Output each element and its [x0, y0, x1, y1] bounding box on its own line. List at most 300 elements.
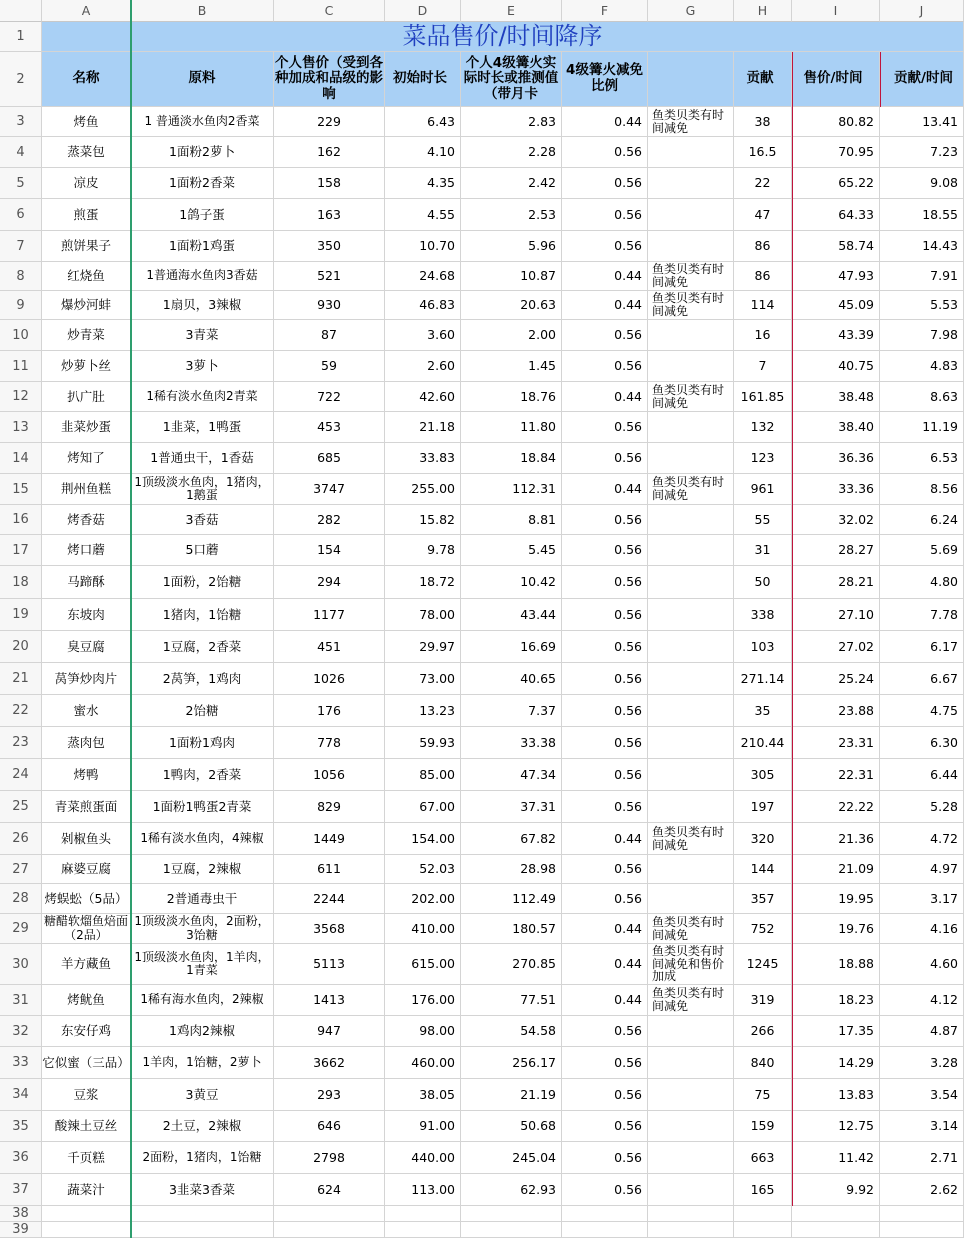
column-header-a[interactable]: A	[42, 0, 131, 22]
row-header-11[interactable]: 11	[0, 351, 42, 382]
cell-contrib[interactable]: 22	[734, 168, 792, 199]
cell-ingredients[interactable]: 1豆腐，2香菜	[131, 631, 274, 663]
cell-contrib-per-time[interactable]: 7.91	[880, 262, 964, 291]
cell-contrib[interactable]: 266	[734, 1016, 792, 1047]
cell-price[interactable]: 1056	[274, 759, 385, 791]
cell-ratio[interactable]: 0.56	[562, 231, 648, 262]
cell-price[interactable]: 293	[274, 1079, 385, 1111]
cell-contrib[interactable]: 961	[734, 474, 792, 505]
cell-ratio[interactable]: 0.56	[562, 351, 648, 382]
row-header-25[interactable]: 25	[0, 791, 42, 823]
cell-name[interactable]: 荆州鱼糕	[42, 474, 131, 505]
row-header-31[interactable]: 31	[0, 985, 42, 1016]
empty-cell[interactable]	[562, 1206, 648, 1222]
cell-actual-time[interactable]: 43.44	[461, 599, 562, 631]
cell-name[interactable]: 烤香菇	[42, 505, 131, 535]
cell-price-per-time[interactable]: 47.93	[792, 262, 880, 291]
cell-price[interactable]: 611	[274, 855, 385, 884]
cell-contrib[interactable]: 357	[734, 884, 792, 914]
cell-contrib[interactable]: 338	[734, 599, 792, 631]
cell-ingredients[interactable]: 1面粉，2饴糖	[131, 566, 274, 599]
cell-ingredients[interactable]: 1稀有淡水鱼肉，4辣椒	[131, 823, 274, 855]
row-header-16[interactable]: 16	[0, 505, 42, 535]
cell-ingredients[interactable]: 1鸭肉，2香菜	[131, 759, 274, 791]
header-note[interactable]	[648, 52, 734, 107]
cell-ratio[interactable]: 0.56	[562, 505, 648, 535]
cell-name[interactable]: 酸辣土豆丝	[42, 1111, 131, 1142]
cell-ratio[interactable]: 0.44	[562, 914, 648, 944]
cell-contrib-per-time[interactable]: 11.19	[880, 412, 964, 443]
cell-note[interactable]: 鱼类贝类有时间减免	[648, 914, 734, 944]
cell-note[interactable]	[648, 759, 734, 791]
cell-price[interactable]: 154	[274, 535, 385, 566]
cell-ingredients[interactable]: 1面粉1鸡蛋	[131, 231, 274, 262]
cell-price[interactable]: 163	[274, 199, 385, 231]
cell-price[interactable]: 350	[274, 231, 385, 262]
cell-contrib[interactable]: 50	[734, 566, 792, 599]
empty-cell[interactable]	[42, 1222, 131, 1238]
cell-init-time[interactable]: 2.60	[385, 351, 461, 382]
row-header-33[interactable]: 33	[0, 1047, 42, 1079]
cell-contrib[interactable]: 320	[734, 823, 792, 855]
cell-contrib-per-time[interactable]: 3.14	[880, 1111, 964, 1142]
cell-contrib[interactable]: 165	[734, 1174, 792, 1206]
cell-contrib[interactable]: 35	[734, 695, 792, 727]
cell-actual-time[interactable]: 256.17	[461, 1047, 562, 1079]
cell-contrib-per-time[interactable]: 6.67	[880, 663, 964, 695]
cell-price[interactable]: 1449	[274, 823, 385, 855]
cell-actual-time[interactable]: 245.04	[461, 1142, 562, 1174]
cell-actual-time[interactable]: 28.98	[461, 855, 562, 884]
cell-price-per-time[interactable]: 18.88	[792, 944, 880, 985]
cell-ingredients[interactable]: 1面粉2香菜	[131, 168, 274, 199]
row-header-7[interactable]: 7	[0, 231, 42, 262]
cell-ratio[interactable]: 0.44	[562, 985, 648, 1016]
cell-actual-time[interactable]: 2.83	[461, 107, 562, 137]
row-header-8[interactable]: 8	[0, 262, 42, 291]
cell-ratio[interactable]: 0.56	[562, 566, 648, 599]
cell-ratio[interactable]: 0.56	[562, 199, 648, 231]
cell-actual-time[interactable]: 37.31	[461, 791, 562, 823]
cell-price-per-time[interactable]: 22.31	[792, 759, 880, 791]
cell-price[interactable]: 451	[274, 631, 385, 663]
cell-price[interactable]: 722	[274, 382, 385, 412]
cell-ratio[interactable]: 0.56	[562, 631, 648, 663]
cell-ratio[interactable]: 0.56	[562, 884, 648, 914]
row-header-27[interactable]: 27	[0, 855, 42, 884]
cell-contrib-per-time[interactable]: 4.16	[880, 914, 964, 944]
row-header-37[interactable]: 37	[0, 1174, 42, 1206]
cell-price[interactable]: 1413	[274, 985, 385, 1016]
cell-ratio[interactable]: 0.56	[562, 1142, 648, 1174]
cell-actual-time[interactable]: 67.82	[461, 823, 562, 855]
cell-contrib-per-time[interactable]: 4.97	[880, 855, 964, 884]
cell-actual-time[interactable]: 47.34	[461, 759, 562, 791]
cell-actual-time[interactable]: 62.93	[461, 1174, 562, 1206]
cell-ratio[interactable]: 0.56	[562, 443, 648, 474]
cell-contrib[interactable]: 159	[734, 1111, 792, 1142]
cell-name[interactable]: 扒广肚	[42, 382, 131, 412]
cell-note[interactable]	[648, 631, 734, 663]
cell-ratio[interactable]: 0.56	[562, 137, 648, 168]
cell-contrib[interactable]: 319	[734, 985, 792, 1016]
cell-contrib-per-time[interactable]: 18.55	[880, 199, 964, 231]
cell-price[interactable]: 930	[274, 291, 385, 320]
cell-price-per-time[interactable]: 22.22	[792, 791, 880, 823]
cell-note[interactable]	[648, 791, 734, 823]
cell-name[interactable]: 它似蜜（三品）	[42, 1047, 131, 1079]
cell-actual-time[interactable]: 5.96	[461, 231, 562, 262]
cell-init-time[interactable]: 21.18	[385, 412, 461, 443]
cell-actual-time[interactable]: 270.85	[461, 944, 562, 985]
cell-init-time[interactable]: 98.00	[385, 1016, 461, 1047]
cell-ingredients[interactable]: 2普通毒虫干	[131, 884, 274, 914]
cell-name[interactable]: 蔬菜汁	[42, 1174, 131, 1206]
empty-cell[interactable]	[385, 1206, 461, 1222]
empty-cell[interactable]	[461, 1222, 562, 1238]
cell-ingredients[interactable]: 3韭菜3香菜	[131, 1174, 274, 1206]
row-header-34[interactable]: 34	[0, 1079, 42, 1111]
row-header-2[interactable]: 2	[0, 52, 42, 107]
row-header-5[interactable]: 5	[0, 168, 42, 199]
cell-contrib[interactable]: 38	[734, 107, 792, 137]
cell-contrib[interactable]: 752	[734, 914, 792, 944]
cell-contrib-per-time[interactable]: 8.63	[880, 382, 964, 412]
row-header-14[interactable]: 14	[0, 443, 42, 474]
cell-note[interactable]	[648, 855, 734, 884]
cell-contrib[interactable]: 271.14	[734, 663, 792, 695]
cell-ratio[interactable]: 0.56	[562, 599, 648, 631]
cell-name[interactable]: 羊方藏鱼	[42, 944, 131, 985]
cell-price-per-time[interactable]: 28.21	[792, 566, 880, 599]
empty-cell[interactable]	[734, 1222, 792, 1238]
cell-ingredients[interactable]: 3萝卜	[131, 351, 274, 382]
row-header-38[interactable]: 38	[0, 1206, 42, 1222]
cell-name[interactable]: 剁椒鱼头	[42, 823, 131, 855]
cell-actual-time[interactable]: 2.53	[461, 199, 562, 231]
cell-ratio[interactable]: 0.44	[562, 823, 648, 855]
row-header-32[interactable]: 32	[0, 1016, 42, 1047]
cell-note[interactable]	[648, 695, 734, 727]
cell-init-time[interactable]: 85.00	[385, 759, 461, 791]
cell-init-time[interactable]: 4.55	[385, 199, 461, 231]
cell-actual-time[interactable]: 21.19	[461, 1079, 562, 1111]
cell-ratio[interactable]: 0.56	[562, 663, 648, 695]
cell-note[interactable]: 鱼类贝类有时间减免和售价加成	[648, 944, 734, 985]
column-header-g[interactable]: G	[648, 0, 734, 22]
cell-contrib-per-time[interactable]: 7.98	[880, 320, 964, 351]
row-header-12[interactable]: 12	[0, 382, 42, 412]
column-header-h[interactable]: H	[734, 0, 792, 22]
header-price-per-time[interactable]: 售价/时间	[792, 52, 880, 107]
cell-ingredients[interactable]: 1面粉1鸡肉	[131, 727, 274, 759]
cell-ingredients[interactable]: 1鸡肉2辣椒	[131, 1016, 274, 1047]
cell-price[interactable]: 453	[274, 412, 385, 443]
cell-contrib-per-time[interactable]: 6.30	[880, 727, 964, 759]
cell-ingredients[interactable]: 3香菇	[131, 505, 274, 535]
cell-ingredients[interactable]: 5口蘑	[131, 535, 274, 566]
cell-init-time[interactable]: 52.03	[385, 855, 461, 884]
row-header-9[interactable]: 9	[0, 291, 42, 320]
cell-price[interactable]: 646	[274, 1111, 385, 1142]
cell-price[interactable]: 2798	[274, 1142, 385, 1174]
cell-ingredients[interactable]: 1普通虫干，1香菇	[131, 443, 274, 474]
cell-price-per-time[interactable]: 13.83	[792, 1079, 880, 1111]
cell-price-per-time[interactable]: 23.31	[792, 727, 880, 759]
cell-ingredients[interactable]: 3黄豆	[131, 1079, 274, 1111]
cell-contrib-per-time[interactable]: 4.80	[880, 566, 964, 599]
row-header-13[interactable]: 13	[0, 412, 42, 443]
cell-init-time[interactable]: 154.00	[385, 823, 461, 855]
empty-cell[interactable]	[648, 1206, 734, 1222]
cell-note[interactable]	[648, 599, 734, 631]
cell-actual-time[interactable]: 77.51	[461, 985, 562, 1016]
row-header-15[interactable]: 15	[0, 474, 42, 505]
row-header-6[interactable]: 6	[0, 199, 42, 231]
row-header-4[interactable]: 4	[0, 137, 42, 168]
cell-ingredients[interactable]: 2面粉，1猪肉，1饴糖	[131, 1142, 274, 1174]
cell-ratio[interactable]: 0.56	[562, 1079, 648, 1111]
cell-price[interactable]: 2244	[274, 884, 385, 914]
cell-price-per-time[interactable]: 58.74	[792, 231, 880, 262]
cell-actual-time[interactable]: 16.69	[461, 631, 562, 663]
cell-ratio[interactable]: 0.44	[562, 107, 648, 137]
cell-name[interactable]: 烤蜈蚣（5品）	[42, 884, 131, 914]
cell-actual-time[interactable]: 7.37	[461, 695, 562, 727]
cell-init-time[interactable]: 176.00	[385, 985, 461, 1016]
cell-contrib-per-time[interactable]: 4.72	[880, 823, 964, 855]
empty-cell[interactable]	[734, 1206, 792, 1222]
empty-cell[interactable]	[274, 1222, 385, 1238]
cell-ratio[interactable]: 0.56	[562, 1111, 648, 1142]
cell-price-per-time[interactable]: 21.09	[792, 855, 880, 884]
header-actual-time[interactable]: 个人4级篝火实际时长或推测值（带月卡	[461, 52, 562, 107]
cell-note[interactable]: 鱼类贝类有时间减免	[648, 107, 734, 137]
cell-note[interactable]	[648, 1142, 734, 1174]
cell-contrib-per-time[interactable]: 9.08	[880, 168, 964, 199]
row-header-18[interactable]: 18	[0, 566, 42, 599]
header-contrib[interactable]: 贡献	[734, 52, 792, 107]
cell-contrib-per-time[interactable]: 5.69	[880, 535, 964, 566]
cell-init-time[interactable]: 4.10	[385, 137, 461, 168]
cell-ingredients[interactable]: 1面粉2萝卜	[131, 137, 274, 168]
cell-ingredients[interactable]: 1普通海水鱼肉3香菇	[131, 262, 274, 291]
cell-init-time[interactable]: 38.05	[385, 1079, 461, 1111]
cell-actual-time[interactable]: 1.45	[461, 351, 562, 382]
cell-ratio[interactable]: 0.56	[562, 1047, 648, 1079]
cell-contrib[interactable]: 7	[734, 351, 792, 382]
cell-ingredients[interactable]: 3青菜	[131, 320, 274, 351]
row-header-36[interactable]: 36	[0, 1142, 42, 1174]
cell-contrib-per-time[interactable]: 14.43	[880, 231, 964, 262]
cell-init-time[interactable]: 29.97	[385, 631, 461, 663]
cell-note[interactable]	[648, 231, 734, 262]
empty-cell[interactable]	[880, 1206, 964, 1222]
cell-ingredients[interactable]: 1豆腐，2辣椒	[131, 855, 274, 884]
cell-ingredients[interactable]: 1面粉1鸭蛋2青菜	[131, 791, 274, 823]
cell-contrib-per-time[interactable]: 7.23	[880, 137, 964, 168]
cell-price[interactable]: 282	[274, 505, 385, 535]
cell-contrib-per-time[interactable]: 13.41	[880, 107, 964, 137]
column-header-f[interactable]: F	[562, 0, 648, 22]
cell-note[interactable]: 鱼类贝类有时间减免	[648, 382, 734, 412]
cell-init-time[interactable]: 24.68	[385, 262, 461, 291]
cell-name[interactable]: 千页糕	[42, 1142, 131, 1174]
cell-name[interactable]: 马蹄酥	[42, 566, 131, 599]
cell-name[interactable]: 东坡肉	[42, 599, 131, 631]
cell-actual-time[interactable]: 10.42	[461, 566, 562, 599]
cell-price-per-time[interactable]: 70.95	[792, 137, 880, 168]
row-header-22[interactable]: 22	[0, 695, 42, 727]
cell-contrib-per-time[interactable]: 7.78	[880, 599, 964, 631]
cell-price[interactable]: 624	[274, 1174, 385, 1206]
cell-note[interactable]	[648, 566, 734, 599]
cell-price[interactable]: 229	[274, 107, 385, 137]
cell-price[interactable]: 3662	[274, 1047, 385, 1079]
cell-init-time[interactable]: 9.78	[385, 535, 461, 566]
cell-note[interactable]	[648, 505, 734, 535]
cell-price-per-time[interactable]: 21.36	[792, 823, 880, 855]
header-name[interactable]: 名称	[42, 52, 131, 107]
cell-ingredients[interactable]: 1稀有淡水鱼肉2青菜	[131, 382, 274, 412]
cell-price-per-time[interactable]: 40.75	[792, 351, 880, 382]
cell-ratio[interactable]: 0.44	[562, 262, 648, 291]
header-init-time[interactable]: 初始时长	[385, 52, 461, 107]
cell-note[interactable]	[648, 1016, 734, 1047]
cell-contrib[interactable]: 144	[734, 855, 792, 884]
header-ratio[interactable]: 4级篝火减免比例	[562, 52, 648, 107]
cell-init-time[interactable]: 3.60	[385, 320, 461, 351]
cell-name[interactable]: 爆炒河蚌	[42, 291, 131, 320]
cell-contrib[interactable]: 305	[734, 759, 792, 791]
header-price[interactable]: 个人售价（受到各种加成和品级的影响	[274, 52, 385, 107]
cell-price-per-time[interactable]: 80.82	[792, 107, 880, 137]
cell-actual-time[interactable]: 18.76	[461, 382, 562, 412]
row-header-10[interactable]: 10	[0, 320, 42, 351]
cell-name[interactable]: 烤鱼	[42, 107, 131, 137]
cell-note[interactable]	[648, 1174, 734, 1206]
cell-note[interactable]: 鱼类贝类有时间减免	[648, 474, 734, 505]
select-all-corner[interactable]	[0, 0, 42, 22]
cell-init-time[interactable]: 91.00	[385, 1111, 461, 1142]
cell-price[interactable]: 158	[274, 168, 385, 199]
cell-contrib[interactable]: 663	[734, 1142, 792, 1174]
cell-contrib[interactable]: 31	[734, 535, 792, 566]
cell-contrib[interactable]: 132	[734, 412, 792, 443]
row-header-28[interactable]: 28	[0, 884, 42, 914]
cell-contrib-per-time[interactable]: 6.24	[880, 505, 964, 535]
cell-contrib[interactable]: 114	[734, 291, 792, 320]
cell-contrib[interactable]: 123	[734, 443, 792, 474]
row-header-3[interactable]: 3	[0, 107, 42, 137]
empty-cell[interactable]	[880, 1222, 964, 1238]
cell-name[interactable]: 豆浆	[42, 1079, 131, 1111]
cell-contrib-per-time[interactable]: 3.17	[880, 884, 964, 914]
cell-init-time[interactable]: 73.00	[385, 663, 461, 695]
cell-price[interactable]: 521	[274, 262, 385, 291]
sheet-title[interactable]: 菜品售价/时间降序	[42, 22, 964, 52]
cell-note[interactable]	[648, 1047, 734, 1079]
empty-cell[interactable]	[131, 1222, 274, 1238]
cell-price-per-time[interactable]: 12.75	[792, 1111, 880, 1142]
cell-ingredients[interactable]: 2莴笋，1鸡肉	[131, 663, 274, 695]
cell-note[interactable]	[648, 884, 734, 914]
cell-ingredients[interactable]: 1顶级淡水鱼肉，2面粉，3饴糖	[131, 914, 274, 944]
cell-init-time[interactable]: 42.60	[385, 382, 461, 412]
cell-contrib-per-time[interactable]: 3.54	[880, 1079, 964, 1111]
cell-note[interactable]: 鱼类贝类有时间减免	[648, 291, 734, 320]
cell-price-per-time[interactable]: 9.92	[792, 1174, 880, 1206]
row-header-19[interactable]: 19	[0, 599, 42, 631]
cell-price-per-time[interactable]: 19.95	[792, 884, 880, 914]
cell-name[interactable]: 红烧鱼	[42, 262, 131, 291]
cell-price[interactable]: 5113	[274, 944, 385, 985]
cell-ratio[interactable]: 0.56	[562, 320, 648, 351]
cell-price-per-time[interactable]: 27.02	[792, 631, 880, 663]
cell-note[interactable]: 鱼类贝类有时间减免	[648, 985, 734, 1016]
cell-price-per-time[interactable]: 64.33	[792, 199, 880, 231]
row-header-24[interactable]: 24	[0, 759, 42, 791]
cell-init-time[interactable]: 440.00	[385, 1142, 461, 1174]
row-header-20[interactable]: 20	[0, 631, 42, 663]
cell-name[interactable]: 莴笋炒肉片	[42, 663, 131, 695]
cell-name[interactable]: 蒸菜包	[42, 137, 131, 168]
cell-init-time[interactable]: 6.43	[385, 107, 461, 137]
column-header-c[interactable]: C	[274, 0, 385, 22]
cell-price-per-time[interactable]: 45.09	[792, 291, 880, 320]
cell-name[interactable]: 烤知了	[42, 443, 131, 474]
cell-price-per-time[interactable]: 18.23	[792, 985, 880, 1016]
empty-cell[interactable]	[385, 1222, 461, 1238]
header-contrib-per-time[interactable]: 贡献/时间	[880, 52, 964, 107]
cell-actual-time[interactable]: 50.68	[461, 1111, 562, 1142]
cell-actual-time[interactable]: 33.38	[461, 727, 562, 759]
cell-contrib[interactable]: 55	[734, 505, 792, 535]
cell-init-time[interactable]: 78.00	[385, 599, 461, 631]
cell-note[interactable]	[648, 443, 734, 474]
empty-cell[interactable]	[792, 1222, 880, 1238]
cell-actual-time[interactable]: 2.00	[461, 320, 562, 351]
cell-contrib-per-time[interactable]: 4.87	[880, 1016, 964, 1047]
cell-actual-time[interactable]: 11.80	[461, 412, 562, 443]
cell-name[interactable]: 烤口蘑	[42, 535, 131, 566]
cell-note[interactable]: 鱼类贝类有时间减免	[648, 262, 734, 291]
cell-contrib-per-time[interactable]: 6.44	[880, 759, 964, 791]
cell-actual-time[interactable]: 18.84	[461, 443, 562, 474]
cell-price-per-time[interactable]: 32.02	[792, 505, 880, 535]
cell-price[interactable]: 1177	[274, 599, 385, 631]
cell-contrib[interactable]: 86	[734, 262, 792, 291]
cell-init-time[interactable]: 15.82	[385, 505, 461, 535]
cell-init-time[interactable]: 59.93	[385, 727, 461, 759]
column-header-e[interactable]: E	[461, 0, 562, 22]
cell-ratio[interactable]: 0.44	[562, 382, 648, 412]
cell-name[interactable]: 麻婆豆腐	[42, 855, 131, 884]
cell-price[interactable]: 176	[274, 695, 385, 727]
cell-ratio[interactable]: 0.56	[562, 1174, 648, 1206]
cell-name[interactable]: 炒青菜	[42, 320, 131, 351]
cell-contrib[interactable]: 47	[734, 199, 792, 231]
empty-cell[interactable]	[792, 1206, 880, 1222]
cell-ingredients[interactable]: 2饴糖	[131, 695, 274, 727]
cell-price[interactable]: 3747	[274, 474, 385, 505]
cell-ingredients[interactable]: 1 普通淡水鱼肉2香菜	[131, 107, 274, 137]
cell-name[interactable]: 青菜煎蛋面	[42, 791, 131, 823]
cell-init-time[interactable]: 202.00	[385, 884, 461, 914]
cell-name[interactable]: 蒸肉包	[42, 727, 131, 759]
cell-contrib-per-time[interactable]: 4.60	[880, 944, 964, 985]
cell-ingredients[interactable]: 1扇贝，3辣椒	[131, 291, 274, 320]
